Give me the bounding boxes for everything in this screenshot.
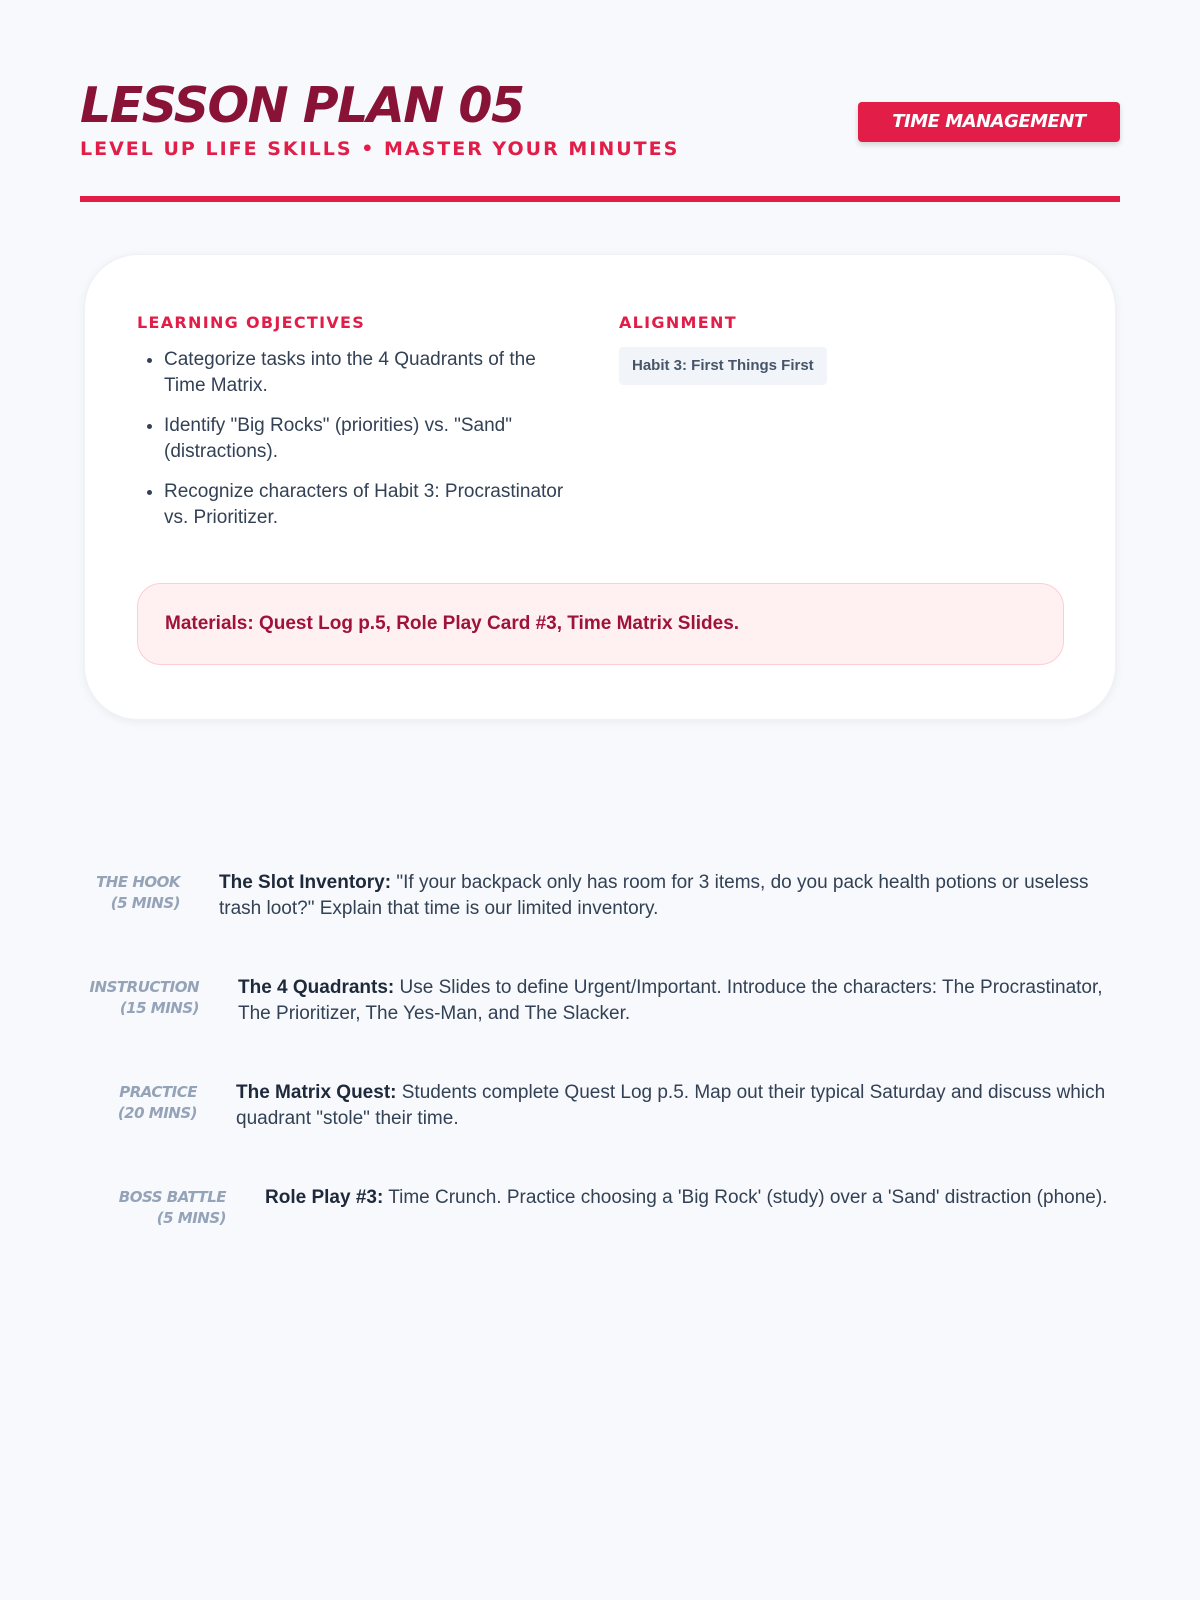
lesson-header [80, 78, 1120, 202]
step-text: "If your backpack only has room for 3 items, do you pack health potions or useless trash loot?" Explain that time is our limited inventory. [219, 872, 1089, 919]
lesson-plan-page [80, 77, 1120, 1227]
timeline-step-instruction [80, 975, 1120, 1027]
alignment-heading: ALIGNMENT [619, 313, 737, 332]
step-heading: The 4 Quadrants: [238, 977, 395, 998]
step-heading: The Matrix Quest: [236, 1082, 397, 1103]
step-heading: Role Play #3: [265, 1187, 384, 1208]
step-label [80, 1080, 236, 1124]
timeline-step-boss-battle [80, 1185, 1120, 1229]
step-text: Time Crunch. Practice choosing a 'Big Rock' (study) over a 'Sand' distraction (phone). [383, 1187, 1108, 1208]
overview-card [84, 254, 1116, 720]
step-label [80, 1185, 265, 1229]
step-duration: (5 MINS) [110, 894, 180, 912]
objective-item: • Recognize characters of Habit 3: Procrastinator vs. Prioritizer. [164, 479, 577, 531]
step-description [238, 975, 1120, 1027]
page-subtitle: LEVEL UP LIFE SKILLS • MASTER YOUR MINUTES [80, 138, 680, 160]
step-label [80, 975, 238, 1019]
step-name: INSTRUCTION [89, 978, 199, 996]
step-duration: (20 MINS) [117, 1104, 197, 1122]
step-heading: The Slot Inventory: [219, 872, 392, 893]
alignment-tag: Habit 3: First Things First [619, 347, 827, 385]
step-duration: (15 MINS) [119, 999, 199, 1017]
step-duration: (5 MINS) [156, 1209, 226, 1227]
step-name: BOSS BATTLE [118, 1188, 226, 1206]
step-text: Students complete Quest Log p.5. Map out their typical Saturday and discuss which quadrant "stole" their time. [236, 1082, 1106, 1129]
step-description [265, 1185, 1120, 1211]
step-description [236, 1080, 1120, 1132]
materials-callout: Materials: Quest Log p.5, Role Play Card #3, Time Matrix Slides. [137, 583, 1064, 665]
objective-item: • Identify "Big Rocks" (priorities) vs. "Sand" (distractions). [164, 413, 577, 465]
objective-item: • Categorize tasks into the 4 Quadrants of the Time Matrix. [164, 347, 577, 399]
step-text: Use Slides to define Urgent/Important. Introduce the characters: The Procrastinator, The Prioritizer, The Yes-Man, and The Slacker. [238, 977, 1103, 1024]
objectives-list [137, 347, 577, 545]
timeline-step-hook [80, 870, 1120, 922]
step-name: THE HOOK [96, 873, 180, 891]
timeline-step-practice [80, 1080, 1120, 1132]
objectives-heading: LEARNING OBJECTIVES [137, 313, 366, 332]
step-label [80, 870, 219, 914]
step-name: PRACTICE [119, 1083, 197, 1101]
step-description [219, 870, 1120, 922]
topic-badge: TIME MANAGEMENT [858, 102, 1120, 142]
page-title: LESSON PLAN 05 [80, 77, 524, 134]
